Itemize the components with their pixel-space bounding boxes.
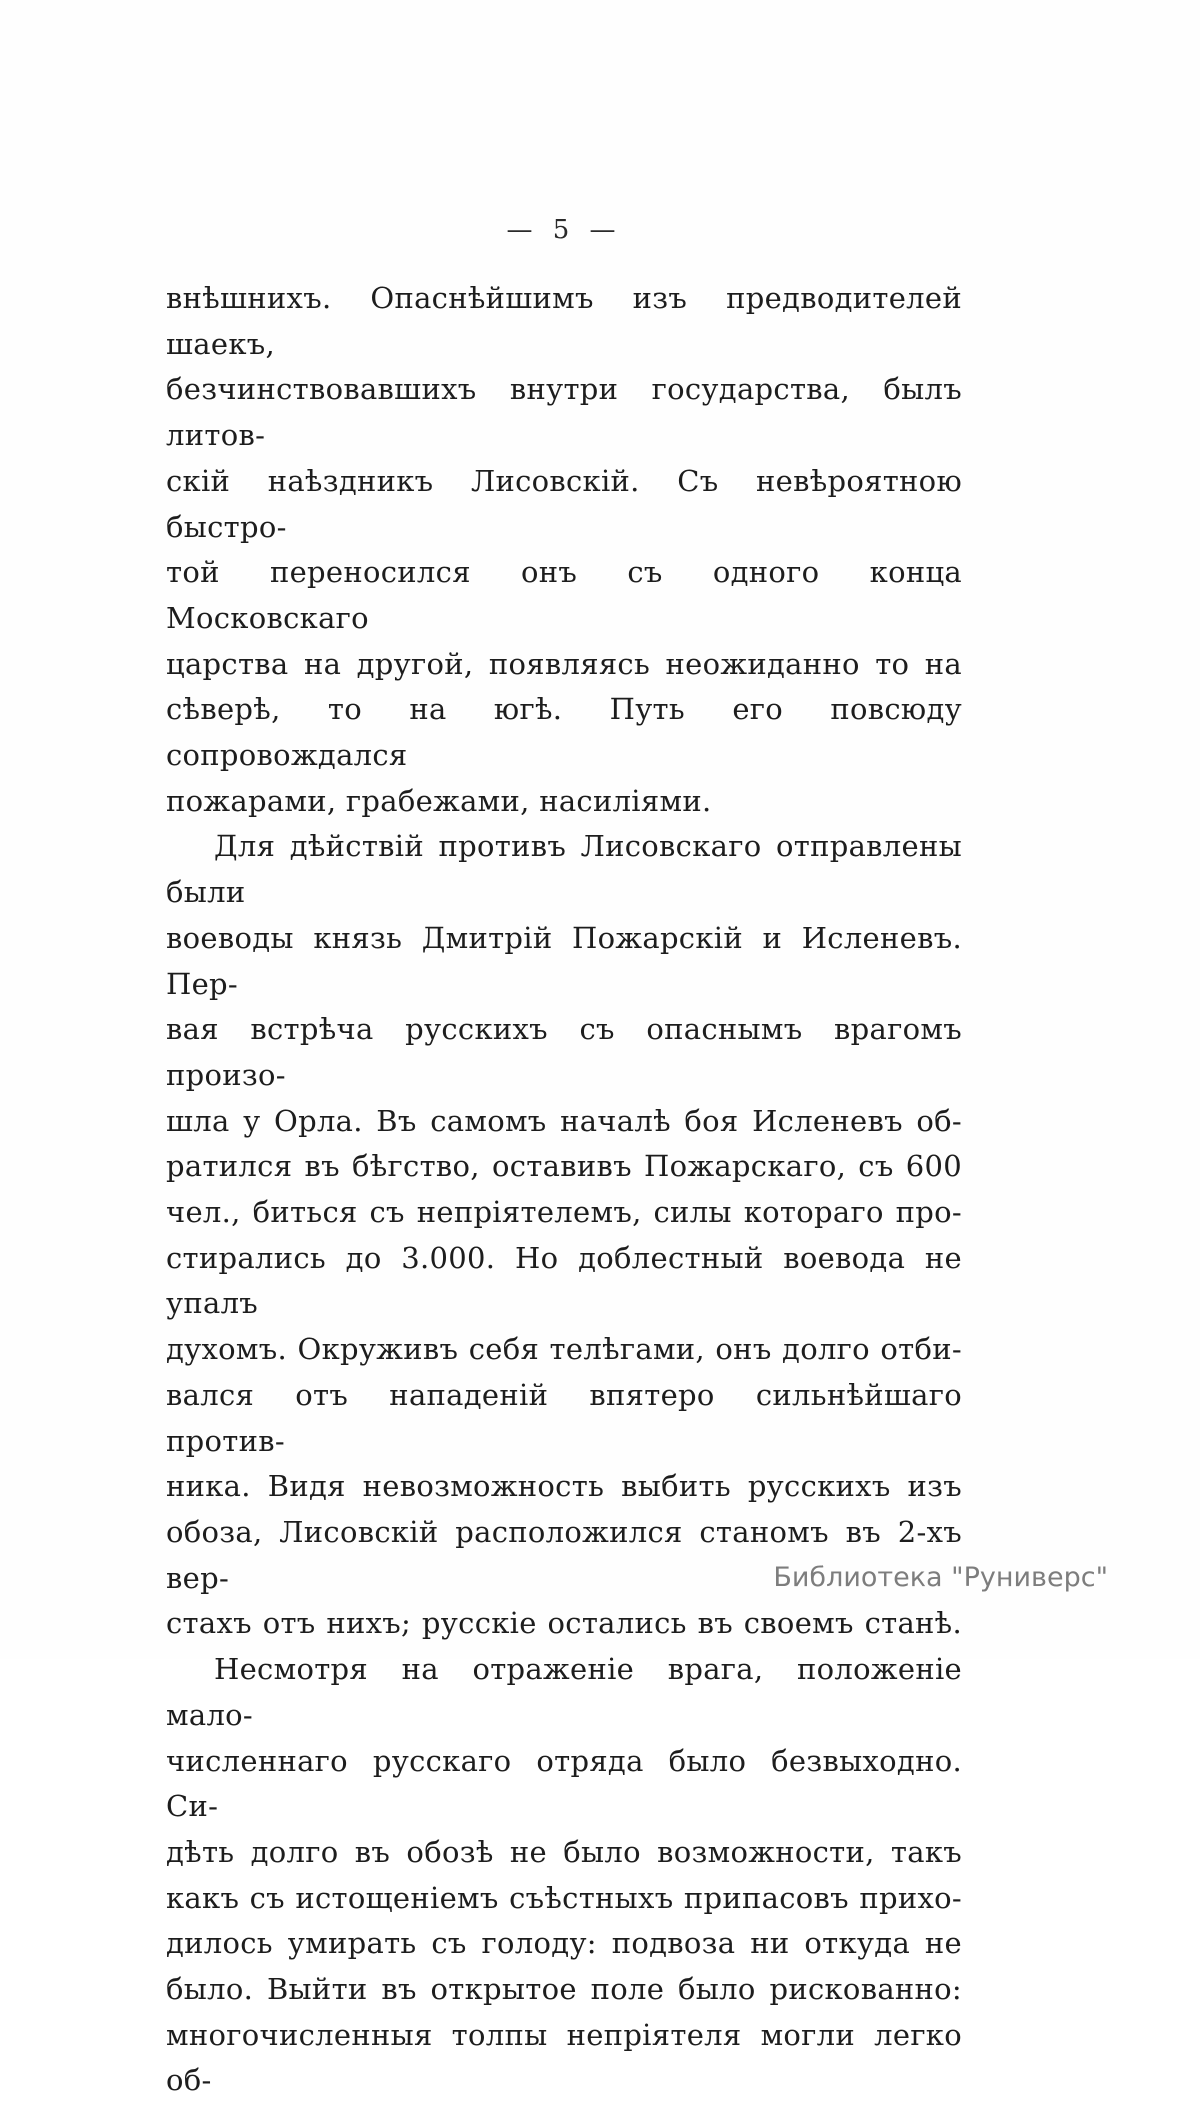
text-line: сѣверѣ, то на югѣ. Путь его повсюду сопровождался [166, 692, 962, 773]
text-line: стахъ отъ нихъ; русскіе остались въ своемъ станѣ. [166, 1606, 962, 1641]
text-line: дѣть долго въ обозѣ не было возможности, такъ [166, 1834, 962, 1869]
text-line: вался отъ нападеній впятеро сильнѣйшаго против- [166, 1377, 962, 1458]
text-line: стирались до 3.000. Но доблестный воевода не упалъ [166, 1240, 962, 1321]
page-number: — 5 — [506, 215, 622, 245]
text-line: ника. Видя невозможность выбить русскихъ изъ [166, 1469, 962, 1504]
text-line: той переносился онъ съ одного конца Московскаго [166, 555, 962, 635]
text-line: безчинствовавшихъ внутри государства, былъ литов- [166, 372, 962, 453]
text-line: было. Выйти въ открытое поле было рискованно: [166, 1972, 962, 2007]
text-line: ратился въ бѣгство, оставивъ Пожарскаго, съ 600 [166, 1149, 962, 1184]
text-line: скій наѣздникъ Лисовскій. Съ невѣроятною быстро- [166, 463, 962, 544]
text-line: шла у Орла. Въ самомъ началѣ боя Исленевъ об- [166, 1103, 962, 1138]
library-watermark: Библиотека "Руниверс" [773, 1562, 1108, 1593]
text-line: дилось умирать съ голоду: подвоза ни откуда не [166, 1926, 962, 1961]
text-line: многочисленныя толпы непріятеля могли легко об- [166, 2017, 962, 2098]
text-line: духомъ. Окруживъ себя телѣгами, онъ долго отби- [166, 1332, 962, 1367]
text-line: царства на другой, появляясь неожиданно то на [166, 646, 962, 681]
text-line: численнаго русскаго отряда было безвыходно. Си- [166, 1743, 962, 1824]
text-line: Несмотря на отраженіе врага, положеніе мало- [166, 1652, 962, 1732]
paragraph-1 [166, 276, 962, 824]
text-line: воеводы князь Дмитрій Пожарскій и Исленевъ. Пер- [166, 920, 962, 1001]
text-line: чел., биться съ непріятелемъ, силы котораго про- [166, 1195, 962, 1230]
text-line: пожарами, грабежами, насиліями. [166, 783, 712, 818]
text-line: Для дѣйствій противъ Лисовскаго отправлены были [166, 829, 962, 910]
paragraph-2 [166, 824, 962, 1647]
paragraph-3 [166, 1647, 962, 2104]
text-block [166, 276, 962, 2104]
text-line: обоза, Лисовскій расположился станомъ въ 2-хъ вер- [166, 1514, 962, 1595]
text-line: внѣшнихъ. Опаснѣйшимъ изъ предводителей шаекъ, [166, 281, 962, 361]
text-line: вая встрѣча русскихъ съ опаснымъ врагомъ произо- [166, 1012, 962, 1092]
text-line: какъ съ истощеніемъ съѣстныхъ припасовъ прихо- [166, 1880, 962, 1915]
